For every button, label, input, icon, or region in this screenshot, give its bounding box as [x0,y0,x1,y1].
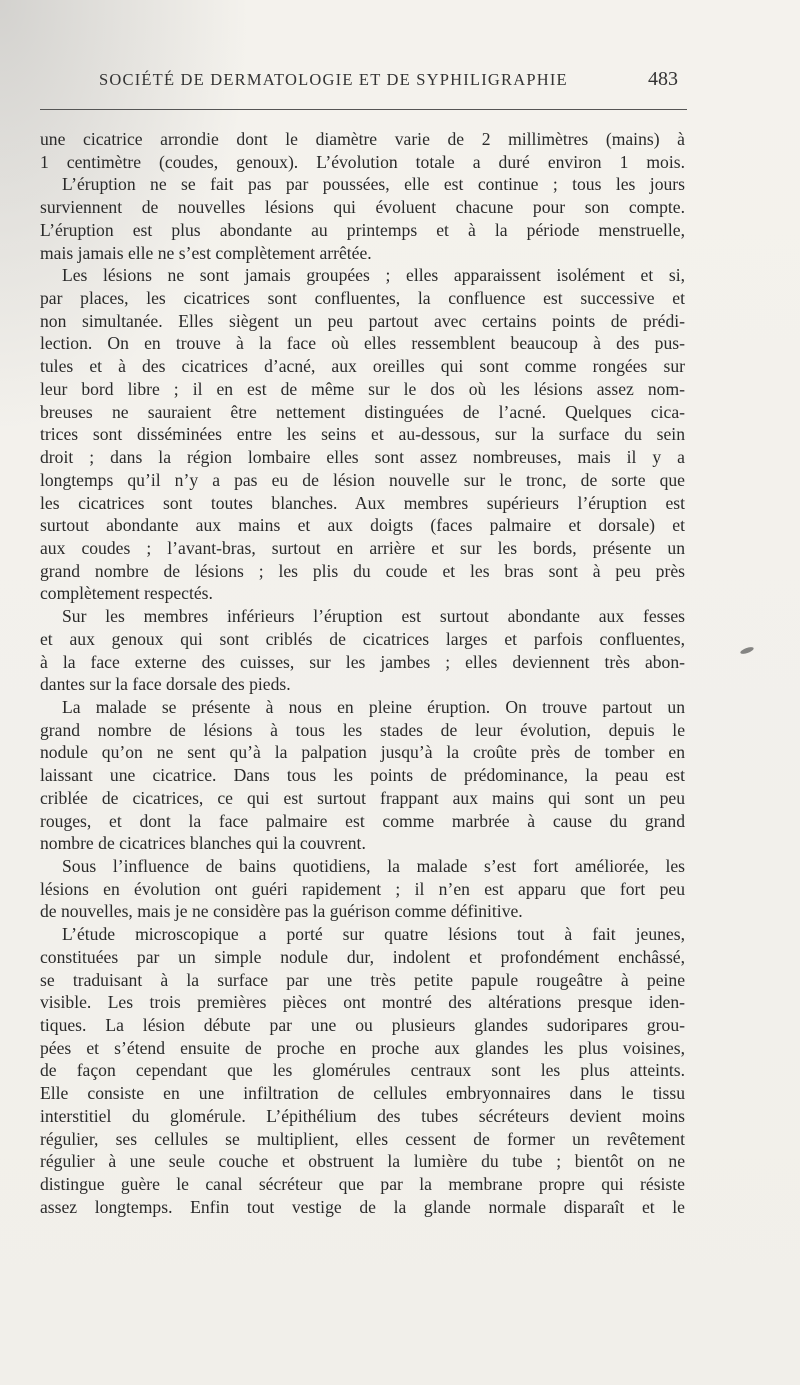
text-line: nombre de cicatrices blanches qui la couvrent. [40,833,366,854]
text-line: surviennent de nouvelles lésions qui évoluent chacune pour son compte. [40,197,685,218]
text-line: surtout abondante aux mains et aux doigts (faces palmaire et dorsale) et [40,515,685,536]
text-line: pées et s’étend ensuite de proche en proche aux glandes les plus voisines, [40,1037,685,1058]
text-line: criblée de cicatrices, ce qui est surtout frappant aux mains qui sont un peu [40,787,685,808]
text-line: aux coudes ; l’avant-bras, surtout en arrière et sur les bords, présente un [40,537,685,558]
text-line: distingue guère le canal sécréteur que par la membrane propre qui résiste [40,1174,685,1195]
text-line: trices sont disséminées entre les seins et au-dessous, sur la surface du sein [40,424,685,445]
text-line: par places, les cicatrices sont confluentes, la confluence est successive et [40,288,685,309]
text-line: leur bord libre ; il en est de même sur le dos où les lésions assez nom- [40,378,685,399]
text-line: tules et à des cicatrices d’acné, aux oreilles qui sont comme rongées sur [40,356,685,377]
text-line: Les lésions ne sont jamais groupées ; elles apparaissent isolément et si, [62,265,685,286]
text-line: régulier, ses cellules se multiplient, elles cessent de former un revêtement [40,1128,685,1149]
text-line: rouges, et dont la face palmaire est comme marbrée à cause du grand [40,810,685,831]
text-line: visible. Les trois premières pièces ont montré des altérations presque iden- [40,992,685,1013]
text-line: grand nombre de lésions à tous les stades de leur évolution, depuis le [40,719,685,740]
ink-speck [740,646,755,655]
text-line: constituées par un simple nodule dur, indolent et profondément enchâssé, [40,946,685,967]
text-line: 1 centimètre (coudes, genoux). L’évolution totale a duré environ 1 mois. [40,151,685,172]
text-line: assez longtemps. Enfin tout vestige de la glande normale disparaît et le [40,1196,685,1217]
text-line: régulier à une seule couche et obstruent la lumière du tube ; bientôt on ne [40,1151,685,1172]
text-line: dantes sur la face dorsale des pieds. [40,674,291,695]
text-line: grand nombre de lésions ; les plis du coude et les bras sont à peu près [40,560,685,581]
page-number: 483 [648,68,678,90]
text-line: de façon cependant que les glomérules centraux sont les plus atteints. [40,1060,685,1081]
text-line: Sur les membres inférieurs l’éruption est surtout abondante aux fesses [62,606,685,627]
text-line: mais jamais elle ne s’est complètement arrêtée. [40,242,372,263]
text-line: les cicatrices sont toutes blanches. Aux membres supérieurs l’éruption est [40,492,685,513]
running-title: SOCIÉTÉ DE DERMATOLOGIE ET DE SYPHILIGRAPHIE [99,70,568,89]
text-line: Elle consiste en une infiltration de cellules embryonnaires dans le tissu [40,1083,685,1104]
text-line: lésions en évolution ont guéri rapidement ; il n’en est apparu que fort peu [40,878,685,899]
text-line: se traduisant à la surface par une très petite papule rougeâtre à peine [40,969,685,990]
text-line: L’éruption ne se fait pas par poussées, elle est continue ; tous les jours [62,174,685,195]
text-line: laissant une cicatrice. Dans tous les points de prédominance, la peau est [40,765,685,786]
text-line: non simultanée. Elles siègent un peu partout avec certains points de prédi- [40,310,685,331]
text-line: une cicatrice arrondie dont le diamètre varie de 2 millimètres (mains) à [40,129,685,149]
text-line: à la face externe des cuisses, sur les jambes ; elles deviennent très abon- [40,651,685,672]
text-line: L’éruption est plus abondante au printemps et à la période menstruelle, [40,219,685,240]
text-line: et aux genoux qui sont criblés de cicatrices larges et parfois confluentes, [40,628,685,649]
text-line: complètement respectés. [40,583,213,604]
text-line: longtemps qu’il n’y a pas eu de lésion nouvelle sur le tronc, de sorte que [40,469,685,490]
page-header [0,68,800,98]
text-line: Sous l’influence de bains quotidiens, la malade s’est fort améliorée, les [62,856,685,876]
text-line: droit ; dans la région lombaire elles sont assez nombreuses, mais il y a [40,447,685,468]
text-line: interstitiel du glomérule. L’épithélium des tubes sécréteurs devient moins [40,1105,685,1126]
text-line: de nouvelles, mais je ne considère pas la guérison comme définitive. [40,901,523,922]
text-line: La malade se présente à nous en pleine éruption. On trouve partout un [62,696,685,717]
text-line: tiques. La lésion débute par une ou plusieurs glandes sudoripares grou- [40,1015,685,1036]
text-line: lection. On en trouve à la face où elles ressemblent beaucoup à des pus- [40,333,685,354]
header-rule [40,109,687,110]
text-line: L’étude microscopique a porté sur quatre lésions tout à fait jeunes, [62,924,685,945]
text-line: breuses ne sauraient être nettement distinguées de l’acné. Quelques cica- [40,401,685,422]
body-text [40,128,685,1219]
text-line: nodule qu’on ne sent qu’à la palpation jusqu’à la croûte près de tomber en [40,742,685,763]
